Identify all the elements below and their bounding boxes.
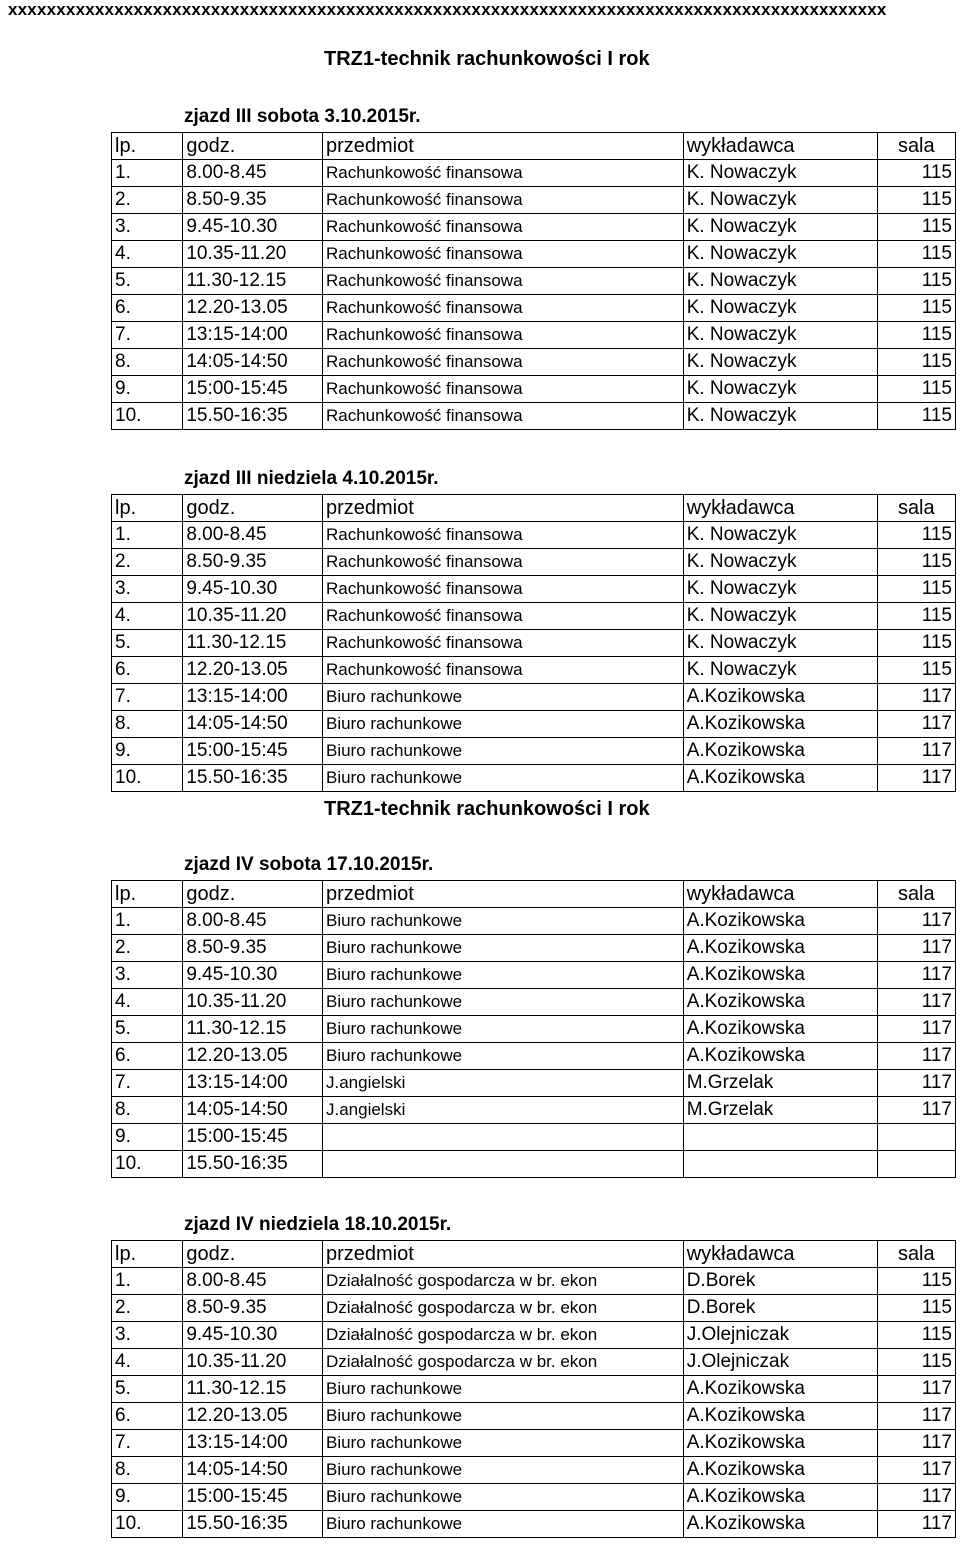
subject-cell: Rachunkowość finansowa bbox=[322, 657, 683, 684]
room-cell bbox=[877, 1151, 955, 1178]
header-lp-cell: lp. bbox=[112, 133, 183, 160]
room-cell: 117 bbox=[877, 1430, 955, 1457]
lecturer-cell: K. Nowaczyk bbox=[683, 241, 877, 268]
lecturer-cell: M.Grzelak bbox=[683, 1070, 877, 1097]
lp-cell: 2. bbox=[112, 935, 183, 962]
time-cell: 14:05-14:50 bbox=[183, 349, 323, 376]
room-cell: 117 bbox=[877, 1457, 955, 1484]
table-row bbox=[112, 1457, 956, 1484]
table-row bbox=[112, 1043, 956, 1070]
room-cell: 117 bbox=[877, 684, 955, 711]
table-row bbox=[112, 711, 956, 738]
lecturer-cell: A.Kozikowska bbox=[683, 738, 877, 765]
subject-cell: Rachunkowość finansowa bbox=[322, 187, 683, 214]
room-cell: 115 bbox=[877, 241, 955, 268]
lecturer-cell: A.Kozikowska bbox=[683, 765, 877, 792]
subject-cell: Rachunkowość finansowa bbox=[322, 403, 683, 430]
subject-cell: Rachunkowość finansowa bbox=[322, 549, 683, 576]
room-cell: 115 bbox=[877, 214, 955, 241]
lecturer-cell: A.Kozikowska bbox=[683, 1043, 877, 1070]
table-row bbox=[112, 1070, 956, 1097]
table-row bbox=[112, 160, 956, 187]
lecturer-cell: A.Kozikowska bbox=[683, 711, 877, 738]
time-cell: 15:00-15:45 bbox=[183, 1124, 323, 1151]
lp-cell: 5. bbox=[112, 630, 183, 657]
time-cell: 15.50-16:35 bbox=[183, 403, 323, 430]
time-cell: 9.45-10.30 bbox=[183, 962, 323, 989]
time-cell: 15.50-16:35 bbox=[183, 1151, 323, 1178]
lp-cell: 4. bbox=[112, 241, 183, 268]
lecturer-cell: A.Kozikowska bbox=[683, 1457, 877, 1484]
lp-cell: 8. bbox=[112, 1097, 183, 1124]
subject-cell: Biuro rachunkowe bbox=[322, 1016, 683, 1043]
subject-cell: Działalność gospodarcza w br. ekon bbox=[322, 1349, 683, 1376]
lecturer-cell: D.Borek bbox=[683, 1295, 877, 1322]
header-room-cell: sala bbox=[877, 495, 955, 522]
header-subject-cell: przedmiot bbox=[322, 1241, 683, 1268]
time-cell: 13:15-14:00 bbox=[183, 322, 323, 349]
table-row bbox=[112, 376, 956, 403]
lp-cell: 8. bbox=[112, 349, 183, 376]
time-cell: 13:15-14:00 bbox=[183, 684, 323, 711]
table-row bbox=[112, 1511, 956, 1538]
section-heading: zjazd III niedziela 4.10.2015r. bbox=[184, 468, 439, 489]
room-cell: 115 bbox=[877, 522, 955, 549]
time-cell: 13:15-14:00 bbox=[183, 1070, 323, 1097]
header-lp-cell: lp. bbox=[112, 495, 183, 522]
table-row bbox=[112, 214, 956, 241]
subject-cell: J.angielski bbox=[322, 1097, 683, 1124]
lp-cell: 4. bbox=[112, 603, 183, 630]
lp-cell: 6. bbox=[112, 295, 183, 322]
table-row bbox=[112, 630, 956, 657]
lecturer-cell: K. Nowaczyk bbox=[683, 522, 877, 549]
room-cell bbox=[877, 1124, 955, 1151]
room-cell: 115 bbox=[877, 657, 955, 684]
table-header-row bbox=[112, 1241, 956, 1268]
time-cell: 10.35-11.20 bbox=[183, 241, 323, 268]
subject-cell: Biuro rachunkowe bbox=[322, 1043, 683, 1070]
table-row bbox=[112, 1268, 956, 1295]
room-cell: 117 bbox=[877, 962, 955, 989]
table-row bbox=[112, 187, 956, 214]
room-cell: 117 bbox=[877, 1097, 955, 1124]
lecturer-cell: K. Nowaczyk bbox=[683, 630, 877, 657]
lecturer-cell: A.Kozikowska bbox=[683, 1511, 877, 1538]
time-cell: 14:05-14:50 bbox=[183, 1097, 323, 1124]
lp-cell: 5. bbox=[112, 1016, 183, 1043]
subject-cell: J.angielski bbox=[322, 1070, 683, 1097]
subject-cell: Rachunkowość finansowa bbox=[322, 603, 683, 630]
lecturer-cell: K. Nowaczyk bbox=[683, 549, 877, 576]
time-cell: 13:15-14:00 bbox=[183, 1430, 323, 1457]
time-cell: 10.35-11.20 bbox=[183, 603, 323, 630]
schedule-table bbox=[111, 1240, 956, 1538]
room-cell: 117 bbox=[877, 1376, 955, 1403]
room-cell: 115 bbox=[877, 268, 955, 295]
room-cell: 117 bbox=[877, 989, 955, 1016]
table-row bbox=[112, 295, 956, 322]
header-room-cell: sala bbox=[877, 881, 955, 908]
lp-cell: 4. bbox=[112, 1349, 183, 1376]
table-row bbox=[112, 657, 956, 684]
room-cell: 117 bbox=[877, 1484, 955, 1511]
lp-cell: 7. bbox=[112, 684, 183, 711]
subject-cell: Działalność gospodarcza w br. ekon bbox=[322, 1322, 683, 1349]
time-cell: 15:00-15:45 bbox=[183, 376, 323, 403]
lp-cell: 3. bbox=[112, 576, 183, 603]
lp-cell: 10. bbox=[112, 765, 183, 792]
subject-cell: Rachunkowość finansowa bbox=[322, 241, 683, 268]
lp-cell: 10. bbox=[112, 403, 183, 430]
document-title: TRZ1-technik rachunkowości I rok bbox=[324, 798, 650, 820]
document-title: TRZ1-technik rachunkowości I rok bbox=[324, 48, 650, 70]
lp-cell: 3. bbox=[112, 1322, 183, 1349]
table-row bbox=[112, 738, 956, 765]
subject-cell: Rachunkowość finansowa bbox=[322, 576, 683, 603]
table-row bbox=[112, 603, 956, 630]
lp-cell: 8. bbox=[112, 1457, 183, 1484]
lecturer-cell bbox=[683, 1151, 877, 1178]
lecturer-cell: K. Nowaczyk bbox=[683, 187, 877, 214]
lecturer-cell: K. Nowaczyk bbox=[683, 657, 877, 684]
lp-cell: 9. bbox=[112, 738, 183, 765]
lecturer-cell: A.Kozikowska bbox=[683, 1016, 877, 1043]
lp-cell: 2. bbox=[112, 549, 183, 576]
room-cell: 115 bbox=[877, 349, 955, 376]
lecturer-cell: K. Nowaczyk bbox=[683, 322, 877, 349]
lp-cell: 9. bbox=[112, 1124, 183, 1151]
lecturer-cell: A.Kozikowska bbox=[683, 908, 877, 935]
lecturer-cell: A.Kozikowska bbox=[683, 1484, 877, 1511]
time-cell: 9.45-10.30 bbox=[183, 1322, 323, 1349]
room-cell: 115 bbox=[877, 403, 955, 430]
lecturer-cell: M.Grzelak bbox=[683, 1097, 877, 1124]
lp-cell: 8. bbox=[112, 711, 183, 738]
lp-cell: 4. bbox=[112, 989, 183, 1016]
section-heading: zjazd III sobota 3.10.2015r. bbox=[184, 106, 421, 127]
subject-cell: Biuro rachunkowe bbox=[322, 1511, 683, 1538]
lp-cell: 1. bbox=[112, 908, 183, 935]
header-lecturer-cell: wykładawca bbox=[683, 881, 877, 908]
room-cell: 115 bbox=[877, 376, 955, 403]
time-cell: 9.45-10.30 bbox=[183, 576, 323, 603]
room-cell: 115 bbox=[877, 576, 955, 603]
lp-cell: 2. bbox=[112, 187, 183, 214]
subject-cell: Biuro rachunkowe bbox=[322, 989, 683, 1016]
subject-cell: Biuro rachunkowe bbox=[322, 1457, 683, 1484]
subject-cell: Rachunkowość finansowa bbox=[322, 349, 683, 376]
lp-cell: 1. bbox=[112, 522, 183, 549]
subject-cell: Rachunkowość finansowa bbox=[322, 630, 683, 657]
header-subject-cell: przedmiot bbox=[322, 133, 683, 160]
lecturer-cell: A.Kozikowska bbox=[683, 935, 877, 962]
lecturer-cell: A.Kozikowska bbox=[683, 684, 877, 711]
subject-cell: Rachunkowość finansowa bbox=[322, 322, 683, 349]
table-row bbox=[112, 962, 956, 989]
lecturer-cell: J.Olejniczak bbox=[683, 1322, 877, 1349]
time-cell: 8.50-9.35 bbox=[183, 549, 323, 576]
lecturer-cell: K. Nowaczyk bbox=[683, 603, 877, 630]
subject-cell: Biuro rachunkowe bbox=[322, 765, 683, 792]
header-time-cell: godz. bbox=[183, 881, 323, 908]
lecturer-cell: K. Nowaczyk bbox=[683, 376, 877, 403]
lecturer-cell: K. Nowaczyk bbox=[683, 349, 877, 376]
time-cell: 8.00-8.45 bbox=[183, 908, 323, 935]
table-row bbox=[112, 935, 956, 962]
room-cell: 117 bbox=[877, 738, 955, 765]
room-cell: 117 bbox=[877, 935, 955, 962]
lecturer-cell: K. Nowaczyk bbox=[683, 403, 877, 430]
header-time-cell: godz. bbox=[183, 133, 323, 160]
time-cell: 11.30-12.15 bbox=[183, 1376, 323, 1403]
lp-cell: 6. bbox=[112, 1043, 183, 1070]
table-row bbox=[112, 349, 956, 376]
subject-cell: Biuro rachunkowe bbox=[322, 1376, 683, 1403]
subject-cell: Biuro rachunkowe bbox=[322, 935, 683, 962]
lp-cell: 5. bbox=[112, 268, 183, 295]
time-cell: 10.35-11.20 bbox=[183, 1349, 323, 1376]
lp-cell: 7. bbox=[112, 1070, 183, 1097]
time-cell: 14:05-14:50 bbox=[183, 711, 323, 738]
lp-cell: 6. bbox=[112, 657, 183, 684]
room-cell: 117 bbox=[877, 1403, 955, 1430]
lp-cell: 3. bbox=[112, 214, 183, 241]
section-heading: zjazd IV sobota 17.10.2015r. bbox=[184, 854, 434, 875]
table-row bbox=[112, 322, 956, 349]
room-cell: 117 bbox=[877, 908, 955, 935]
table-row bbox=[112, 1403, 956, 1430]
lecturer-cell: K. Nowaczyk bbox=[683, 576, 877, 603]
subject-cell: Rachunkowość finansowa bbox=[322, 295, 683, 322]
room-cell: 115 bbox=[877, 295, 955, 322]
lecturer-cell: K. Nowaczyk bbox=[683, 214, 877, 241]
room-cell: 117 bbox=[877, 765, 955, 792]
room-cell: 115 bbox=[877, 603, 955, 630]
room-cell: 115 bbox=[877, 1349, 955, 1376]
time-cell: 8.00-8.45 bbox=[183, 522, 323, 549]
subject-cell: Biuro rachunkowe bbox=[322, 962, 683, 989]
subject-cell: Biuro rachunkowe bbox=[322, 738, 683, 765]
lp-cell: 6. bbox=[112, 1403, 183, 1430]
table-row bbox=[112, 1322, 956, 1349]
table-row bbox=[112, 268, 956, 295]
lecturer-cell: K. Nowaczyk bbox=[683, 160, 877, 187]
table-row bbox=[112, 908, 956, 935]
room-cell: 115 bbox=[877, 1295, 955, 1322]
subject-cell: Biuro rachunkowe bbox=[322, 711, 683, 738]
header-room-cell: sala bbox=[877, 1241, 955, 1268]
time-cell: 12.20-13.05 bbox=[183, 1403, 323, 1430]
header-time-cell: godz. bbox=[183, 495, 323, 522]
lp-cell: 3. bbox=[112, 962, 183, 989]
lp-cell: 7. bbox=[112, 1430, 183, 1457]
subject-cell: Rachunkowość finansowa bbox=[322, 522, 683, 549]
header-lecturer-cell: wykładawca bbox=[683, 133, 877, 160]
room-cell: 117 bbox=[877, 1016, 955, 1043]
page-top-line: xxxxxxxxxxxxxxxxxxxxxxxxxxxxxxxxxxxxxxxxxxxxxxxxxxxxxxxxxxxxxxxxxxxxxxxxxxxxxxxxxxxxxxxxxxx bbox=[8, 0, 887, 19]
header-lecturer-cell: wykładawca bbox=[683, 1241, 877, 1268]
table-row bbox=[112, 684, 956, 711]
time-cell: 12.20-13.05 bbox=[183, 1043, 323, 1070]
lecturer-cell: A.Kozikowska bbox=[683, 962, 877, 989]
header-lp-cell: lp. bbox=[112, 881, 183, 908]
table-row bbox=[112, 1349, 956, 1376]
table-row bbox=[112, 549, 956, 576]
room-cell: 115 bbox=[877, 1322, 955, 1349]
table-row bbox=[112, 1016, 956, 1043]
lp-cell: 1. bbox=[112, 1268, 183, 1295]
header-lp-cell: lp. bbox=[112, 1241, 183, 1268]
time-cell: 10.35-11.20 bbox=[183, 989, 323, 1016]
table-row bbox=[112, 1430, 956, 1457]
subject-cell: Działalność gospodarcza w br. ekon bbox=[322, 1295, 683, 1322]
subject-cell: Rachunkowość finansowa bbox=[322, 268, 683, 295]
room-cell: 117 bbox=[877, 1043, 955, 1070]
time-cell: 8.00-8.45 bbox=[183, 1268, 323, 1295]
table-header-row bbox=[112, 881, 956, 908]
lp-cell: 2. bbox=[112, 1295, 183, 1322]
lp-cell: 1. bbox=[112, 160, 183, 187]
header-subject-cell: przedmiot bbox=[322, 881, 683, 908]
lp-cell: 5. bbox=[112, 1376, 183, 1403]
room-cell: 117 bbox=[877, 1070, 955, 1097]
time-cell: 8.00-8.45 bbox=[183, 160, 323, 187]
table-row bbox=[112, 1484, 956, 1511]
subject-cell bbox=[322, 1124, 683, 1151]
time-cell: 15.50-16:35 bbox=[183, 765, 323, 792]
room-cell: 115 bbox=[877, 322, 955, 349]
time-cell: 12.20-13.05 bbox=[183, 295, 323, 322]
table-header-row bbox=[112, 133, 956, 160]
table-row bbox=[112, 576, 956, 603]
subject-cell: Biuro rachunkowe bbox=[322, 1430, 683, 1457]
time-cell: 9.45-10.30 bbox=[183, 214, 323, 241]
schedule-table bbox=[111, 494, 956, 792]
lecturer-cell: K. Nowaczyk bbox=[683, 268, 877, 295]
schedule-table bbox=[111, 880, 956, 1178]
table-row bbox=[112, 1295, 956, 1322]
room-cell: 115 bbox=[877, 160, 955, 187]
subject-cell: Rachunkowość finansowa bbox=[322, 160, 683, 187]
header-lecturer-cell: wykładawca bbox=[683, 495, 877, 522]
table-header-row bbox=[112, 495, 956, 522]
table-row bbox=[112, 1124, 956, 1151]
lecturer-cell: A.Kozikowska bbox=[683, 1403, 877, 1430]
time-cell: 14:05-14:50 bbox=[183, 1457, 323, 1484]
room-cell: 117 bbox=[877, 1511, 955, 1538]
table-row bbox=[112, 241, 956, 268]
table-row bbox=[112, 403, 956, 430]
room-cell: 115 bbox=[877, 1268, 955, 1295]
schedule-table bbox=[111, 132, 956, 430]
subject-cell: Działalność gospodarcza w br. ekon bbox=[322, 1268, 683, 1295]
time-cell: 8.50-9.35 bbox=[183, 935, 323, 962]
time-cell: 12.20-13.05 bbox=[183, 657, 323, 684]
time-cell: 11.30-12.15 bbox=[183, 268, 323, 295]
lecturer-cell: J.Olejniczak bbox=[683, 1349, 877, 1376]
header-subject-cell: przedmiot bbox=[322, 495, 683, 522]
room-cell: 117 bbox=[877, 711, 955, 738]
room-cell: 115 bbox=[877, 187, 955, 214]
time-cell: 11.30-12.15 bbox=[183, 1016, 323, 1043]
time-cell: 8.50-9.35 bbox=[183, 187, 323, 214]
lp-cell: 7. bbox=[112, 322, 183, 349]
room-cell: 115 bbox=[877, 549, 955, 576]
lp-cell: 10. bbox=[112, 1151, 183, 1178]
header-room-cell: sala bbox=[877, 133, 955, 160]
subject-cell: Rachunkowość finansowa bbox=[322, 376, 683, 403]
lecturer-cell: D.Borek bbox=[683, 1268, 877, 1295]
lecturer-cell: A.Kozikowska bbox=[683, 1430, 877, 1457]
table-row bbox=[112, 1376, 956, 1403]
time-cell: 15:00-15:45 bbox=[183, 738, 323, 765]
time-cell: 11.30-12.15 bbox=[183, 630, 323, 657]
lp-cell: 9. bbox=[112, 376, 183, 403]
table-row bbox=[112, 989, 956, 1016]
subject-cell bbox=[322, 1151, 683, 1178]
time-cell: 8.50-9.35 bbox=[183, 1295, 323, 1322]
header-time-cell: godz. bbox=[183, 1241, 323, 1268]
lecturer-cell: A.Kozikowska bbox=[683, 989, 877, 1016]
subject-cell: Biuro rachunkowe bbox=[322, 684, 683, 711]
subject-cell: Biuro rachunkowe bbox=[322, 908, 683, 935]
table-row bbox=[112, 1151, 956, 1178]
subject-cell: Biuro rachunkowe bbox=[322, 1484, 683, 1511]
lp-cell: 9. bbox=[112, 1484, 183, 1511]
lecturer-cell: K. Nowaczyk bbox=[683, 295, 877, 322]
lecturer-cell: A.Kozikowska bbox=[683, 1376, 877, 1403]
table-row bbox=[112, 522, 956, 549]
time-cell: 15.50-16:35 bbox=[183, 1511, 323, 1538]
subject-cell: Rachunkowość finansowa bbox=[322, 214, 683, 241]
table-row bbox=[112, 765, 956, 792]
section-heading: zjazd IV niedziela 18.10.2015r. bbox=[184, 1214, 452, 1235]
lp-cell: 10. bbox=[112, 1511, 183, 1538]
time-cell: 15:00-15:45 bbox=[183, 1484, 323, 1511]
lecturer-cell bbox=[683, 1124, 877, 1151]
subject-cell: Biuro rachunkowe bbox=[322, 1403, 683, 1430]
room-cell: 115 bbox=[877, 630, 955, 657]
table-row bbox=[112, 1097, 956, 1124]
